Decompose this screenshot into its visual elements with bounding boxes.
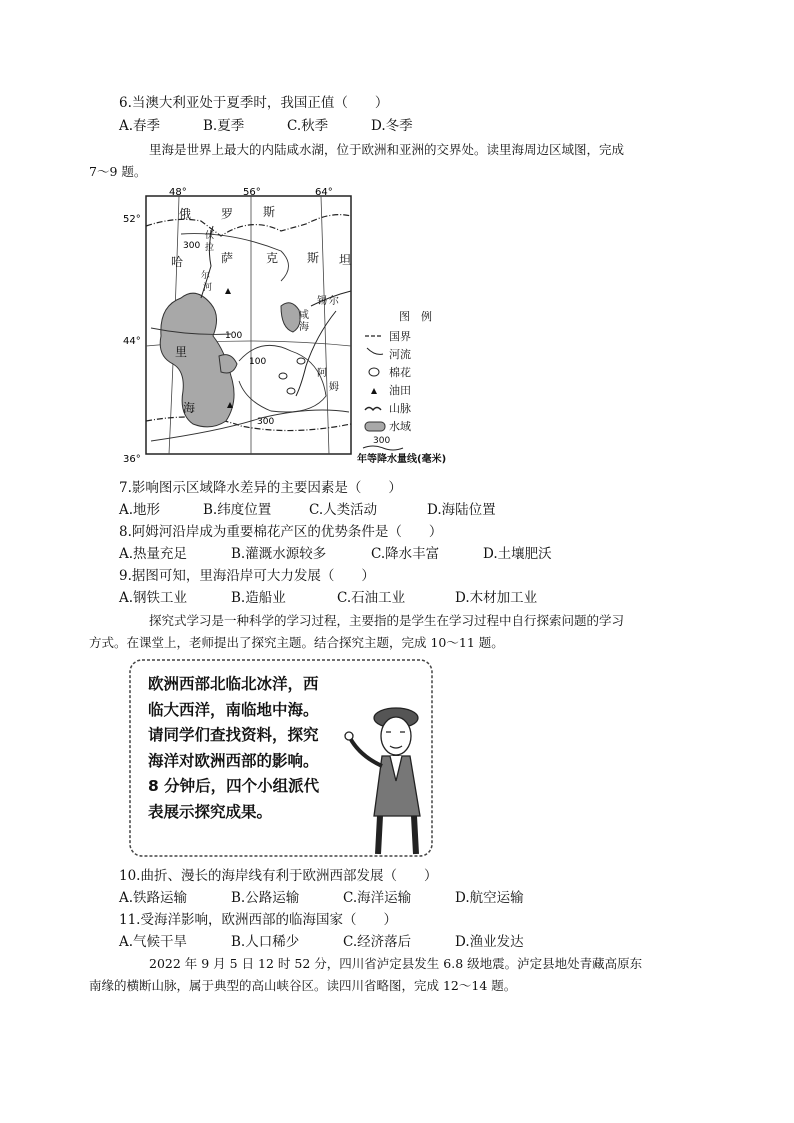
oil-legend-icon bbox=[371, 388, 377, 394]
river-legend-icon bbox=[367, 348, 383, 354]
option-d[interactable]: D.木材加工业 bbox=[455, 590, 538, 606]
option-b[interactable]: B.公路运输 bbox=[231, 890, 300, 906]
question-6-options bbox=[119, 117, 679, 135]
place-label: 萨 bbox=[221, 251, 234, 265]
legend-title: 图 例 bbox=[399, 310, 432, 323]
isohyet-label: 100 bbox=[225, 331, 243, 341]
question-11-options bbox=[119, 933, 679, 951]
cartoon-speech-text bbox=[148, 672, 358, 825]
place-label: 斯 bbox=[263, 205, 276, 219]
option-c[interactable]: C.降水丰富 bbox=[371, 546, 440, 562]
question-6-stem: 6.当澳大利亚处于夏季时，我国正值（ ） bbox=[119, 95, 389, 111]
isohyet-label: 300 bbox=[183, 241, 201, 251]
option-b[interactable]: B.造船业 bbox=[231, 590, 286, 606]
intro-10-11 bbox=[89, 610, 679, 654]
question-9-options bbox=[119, 589, 679, 607]
lon-label: 56° bbox=[243, 187, 261, 198]
intro-12-14-line2: 南缘的横断山脉，属于典型的高山峡谷区。读四川省略图，完成 12～14 题。 bbox=[89, 978, 517, 993]
place-label: 克 bbox=[266, 251, 279, 265]
legend-item: 棉花 bbox=[389, 366, 411, 379]
place-label: 阿 bbox=[317, 368, 327, 379]
question-10-options bbox=[119, 889, 679, 907]
question-7-options bbox=[119, 501, 679, 519]
option-c[interactable]: C.人类活动 bbox=[309, 502, 378, 518]
legend-item: 河流 bbox=[389, 348, 411, 361]
lon-label: 48° bbox=[169, 187, 187, 198]
option-c[interactable]: C.石油工业 bbox=[337, 590, 406, 606]
place-label: 拉 bbox=[205, 243, 215, 253]
isohyet-label: 100 bbox=[249, 357, 267, 367]
cotton-legend-icon bbox=[369, 368, 379, 376]
speech-line: 欧洲西部北临北冰洋，西 bbox=[148, 675, 319, 693]
legend-item: 油田 bbox=[389, 384, 411, 397]
speech-line: 临大西洋，南临地中海。 bbox=[148, 700, 319, 719]
place-label: 俄 bbox=[179, 207, 192, 221]
intro-7-9 bbox=[89, 139, 679, 183]
place-label: 尔 bbox=[329, 296, 339, 307]
question-9-stem: 9.据图可知，里海沿岸可大力发展（ ） bbox=[119, 568, 375, 584]
caspian-region-map bbox=[121, 186, 461, 470]
option-d[interactable]: D.土壤肥沃 bbox=[483, 546, 552, 562]
legend-item: 山脉 bbox=[389, 402, 411, 415]
question-8-options bbox=[119, 545, 679, 563]
speech-line: 请同学们查找资料，探究 bbox=[148, 726, 319, 744]
place-label: 里 bbox=[175, 345, 188, 359]
map-legend bbox=[357, 309, 446, 465]
option-a[interactable]: A.春季 bbox=[119, 118, 161, 134]
legend-item: 水域 bbox=[389, 420, 411, 433]
intro-12-14-line1: 2022 年 9 月 5 日 12 时 52 分，四川省泸定县发生 6.8 级地震。泸定县地处青藏高原东 bbox=[149, 956, 643, 971]
legend-isohyet-label: 年等降水量线(毫米) bbox=[357, 454, 447, 465]
lon-label: 64° bbox=[315, 187, 333, 198]
lat-label: 44° bbox=[123, 336, 141, 347]
isohyet-label: 300 bbox=[257, 417, 275, 427]
option-a[interactable]: A.热量充足 bbox=[119, 546, 188, 562]
question-7-stem: 7.影响图示区域降水差异的主要因素是（ ） bbox=[119, 480, 402, 496]
question-8-stem: 8.阿姆河沿岸成为重要棉花产区的优势条件是（ ） bbox=[119, 524, 443, 540]
intro-7-9-line2: 7～9 题。 bbox=[89, 164, 147, 179]
option-c[interactable]: C.海洋运输 bbox=[343, 890, 412, 906]
water-legend-icon bbox=[365, 422, 385, 431]
place-label: 伏 bbox=[205, 231, 215, 241]
legend-isohyet-value: 300 bbox=[373, 436, 391, 446]
place-label: 海 bbox=[299, 322, 309, 333]
intro-7-9-line1: 里海是世界上最大的内陆咸水湖，位于欧洲和亚洲的交界处。读里海周边区域图，完成 bbox=[149, 142, 625, 157]
place-label: 哈 bbox=[171, 255, 184, 269]
lat-label: 36° bbox=[123, 454, 141, 465]
option-b[interactable]: B.纬度位置 bbox=[203, 502, 272, 518]
speech-line: 8 分钟后，四个小组派代 bbox=[148, 777, 320, 795]
place-label: 咸 bbox=[299, 310, 309, 321]
place-label: 罗 bbox=[221, 207, 234, 221]
place-label: 姆 bbox=[329, 382, 339, 393]
question-10-stem: 10.曲折、漫长的海岸线有利于欧洲西部发展（ ） bbox=[119, 868, 438, 884]
option-a[interactable]: A.铁路运输 bbox=[119, 890, 188, 906]
lat-label: 52° bbox=[123, 214, 141, 225]
option-d[interactable]: D.航空运输 bbox=[455, 890, 524, 906]
place-label: 河 bbox=[203, 283, 213, 293]
speech-line: 海洋对欧洲西部的影响。 bbox=[148, 751, 319, 770]
speech-line: 表展示探究成果。 bbox=[148, 802, 273, 821]
option-a[interactable]: A.地形 bbox=[119, 502, 161, 518]
place-label: 锡 bbox=[317, 296, 327, 307]
place-label: 尔 bbox=[201, 271, 211, 281]
place-label: 海 bbox=[183, 401, 196, 415]
option-b[interactable]: B.灌溉水源较多 bbox=[231, 546, 327, 562]
option-a[interactable]: A.气候干旱 bbox=[119, 934, 188, 950]
option-b[interactable]: B.人口稀少 bbox=[231, 934, 300, 950]
option-d[interactable]: D.渔业发达 bbox=[455, 934, 524, 950]
intro-10-11-line2: 方式。在课堂上，老师提出了探究主题。结合探究主题，完成 10～11 题。 bbox=[89, 635, 504, 650]
legend-item: 国界 bbox=[389, 330, 411, 343]
option-c[interactable]: C.秋季 bbox=[287, 118, 329, 134]
intro-12-14 bbox=[89, 953, 679, 997]
option-c[interactable]: C.经济落后 bbox=[343, 934, 412, 950]
option-b[interactable]: B.夏季 bbox=[203, 118, 245, 134]
place-label: 斯 bbox=[307, 251, 320, 265]
question-11-stem: 11.受海洋影响，欧洲西部的临海国家（ ） bbox=[119, 912, 397, 928]
intro-10-11-line1: 探究式学习是一种科学的学习过程，主要指的是学生在学习过程中自行探索问题的学习 bbox=[149, 613, 625, 628]
mountain-legend-icon bbox=[365, 408, 381, 411]
option-d[interactable]: D.海陆位置 bbox=[427, 502, 496, 518]
option-d[interactable]: D.冬季 bbox=[371, 118, 413, 134]
place-label: 坦 bbox=[339, 253, 352, 267]
option-a[interactable]: A.钢铁工业 bbox=[119, 590, 188, 606]
